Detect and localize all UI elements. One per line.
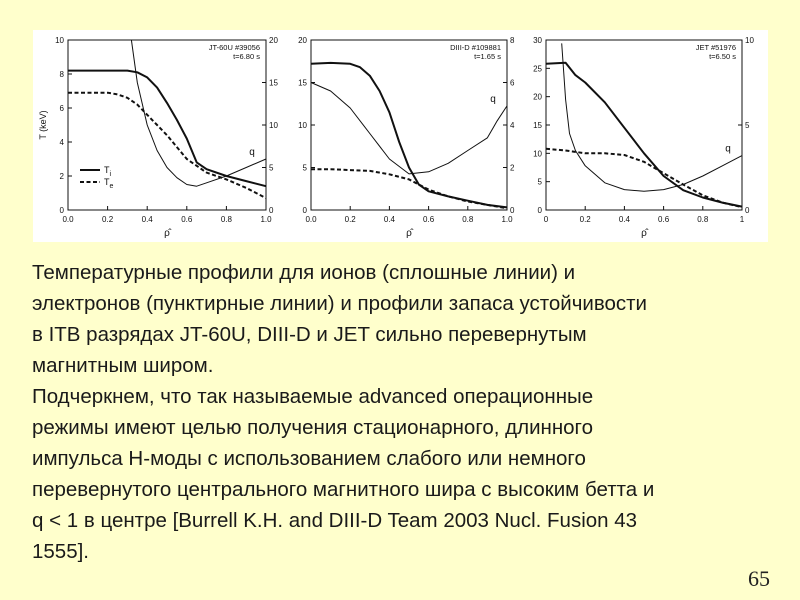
paragraph-line: электронов (пунктирные линии) и профили запаса устойчивости: [32, 292, 648, 315]
legend-label: $T_e$: [104, 177, 114, 190]
x-tick-label: 0.4: [383, 215, 395, 224]
x-tick-label: 1.0: [501, 215, 513, 224]
q-label: q: [249, 147, 255, 158]
y-tick-label-left: 6: [59, 104, 64, 113]
y-tick-label-left: 10: [298, 121, 307, 130]
plot-frame: [311, 40, 507, 210]
x-tick-label: 1.0: [260, 215, 272, 224]
q-line: [311, 83, 507, 174]
y-tick-label-left: 10: [533, 149, 542, 159]
x-tick-label: 0.2: [579, 215, 591, 224]
y-tick-label-left: 5: [537, 177, 542, 187]
x-tick-label: 0: [543, 215, 549, 224]
y-tick-label-left: 15: [298, 78, 307, 88]
slide-paragraph: [32, 257, 784, 567]
q-line: [562, 43, 742, 191]
y-tick-label-left: 0: [59, 206, 64, 215]
x-tick-label: 0.8: [697, 215, 709, 224]
y-tick-label-right: 5: [269, 163, 274, 173]
y-tick-label-right: 4: [510, 121, 515, 130]
y-tick-label-right: 0: [269, 206, 274, 215]
te-line: [311, 169, 507, 208]
q-label: q: [725, 143, 731, 155]
annotation-text: t=6.50 s: [709, 52, 736, 61]
x-tick-label: 0.6: [423, 215, 435, 224]
y-tick-label-left: 0: [302, 206, 307, 215]
y-tick-label-left: 8: [59, 70, 64, 79]
x-tick-label: 0.2: [102, 215, 114, 224]
paragraph-line: магнитным широм.: [32, 354, 214, 377]
y-tick-label-left: 20: [533, 92, 542, 102]
q-label: q: [490, 93, 496, 105]
y-tick-label-right: 0: [510, 206, 515, 215]
paragraph-line: в ITB разрядах JT-60U, DIII-D и JET сильно перевернутым: [32, 323, 587, 346]
annotation-text: t=6.80 s: [233, 52, 260, 61]
y-tick-label-left: 15: [533, 121, 542, 130]
annotation-text: JET #51976: [695, 43, 736, 52]
y-tick-label-left: 30: [533, 36, 542, 45]
y-tick-label-left: 5: [302, 163, 307, 173]
x-axis-label: ρ̂: [164, 228, 170, 239]
paragraph-line: Температурные профили для ионов (сплошные линии) и: [32, 261, 576, 284]
page-number: 65: [748, 566, 770, 591]
x-tick-label: 0.4: [141, 215, 153, 224]
charts-svg: [33, 30, 768, 242]
te-line: [68, 93, 266, 198]
y-axis-label: T (keV): [38, 110, 48, 140]
ti-line: [546, 63, 742, 207]
x-tick-label: 1: [739, 215, 745, 224]
paragraph-line: режимы имеют целью получения стационарного, длинного: [32, 416, 593, 439]
y-tick-label-right: 8: [510, 36, 515, 45]
y-tick-label-left: 25: [533, 64, 542, 74]
paragraph-line: Подчеркнем, что так называемые advanced операционные: [32, 385, 594, 408]
paragraph-line: q < 1 в центре [Burrell K.H. and DIII-D Team 2003 Nucl. Fusion 43: [32, 509, 638, 532]
plot-frame: [546, 40, 742, 210]
x-tick-label: 0.2: [344, 215, 356, 224]
x-tick-label: 0.0: [305, 215, 317, 224]
y-tick-label-left: 20: [298, 36, 307, 45]
y-tick-label-right: 10: [745, 36, 754, 45]
x-axis-label: ρ̂: [641, 228, 647, 239]
ti-line: [311, 63, 507, 208]
ti-line: [68, 71, 266, 187]
x-tick-label: 0.6: [181, 215, 193, 224]
x-tick-label: 0.4: [618, 215, 630, 224]
y-tick-label-left: 2: [59, 172, 64, 181]
figure-panel: [33, 30, 768, 242]
paragraph-line: перевернутого центрального магнитного шира с высоким бетта и: [32, 478, 655, 501]
y-tick-label-left: 10: [55, 36, 64, 45]
annotation-text: DIII-D #109881: [450, 43, 501, 52]
legend-label: $T_i$: [104, 165, 112, 178]
te-line: [546, 149, 742, 207]
paragraph-line: 1555].: [32, 540, 89, 563]
x-tick-label: 0.8: [220, 215, 232, 224]
annotation-text: JT-60U #39056: [208, 43, 260, 52]
y-tick-label-right: 5: [745, 121, 750, 130]
y-tick-label-right: 6: [510, 78, 515, 88]
y-tick-label-right: 2: [510, 163, 515, 173]
y-tick-label-right: 20: [269, 36, 278, 45]
y-tick-label-right: 15: [269, 78, 278, 88]
y-tick-label-right: 0: [745, 206, 750, 215]
x-tick-label: 0.6: [658, 215, 670, 224]
y-tick-label-right: 10: [269, 121, 278, 130]
y-tick-label-left: 0: [537, 206, 542, 215]
x-tick-label: 0.0: [62, 215, 74, 224]
x-axis-label: ρ̂: [406, 228, 412, 239]
paragraph-line: импульса H-моды с использованием слабого или немного: [32, 447, 586, 470]
y-tick-label-left: 4: [59, 138, 64, 147]
x-tick-label: 0.8: [462, 215, 474, 224]
annotation-text: t=1.65 s: [474, 52, 501, 61]
